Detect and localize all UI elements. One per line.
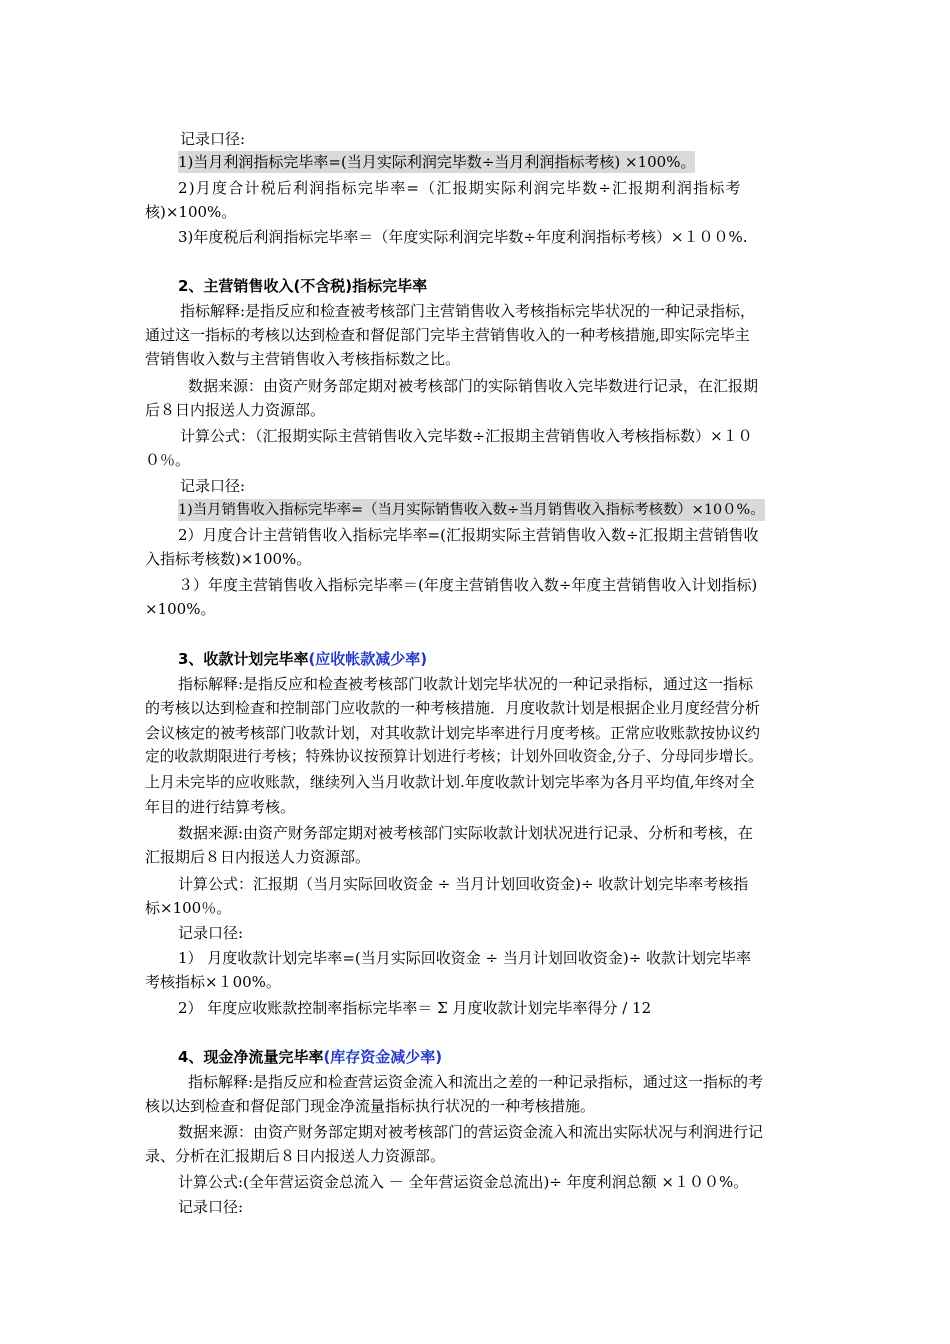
record-caliber-label: 记录口径: (178, 924, 244, 942)
text-line: 标×100％。 (145, 899, 232, 917)
text-line: 年目的进行结算考核。 (145, 798, 296, 816)
text-line: ３）年度主营销售收入指标完毕率＝(年度主营销售收入数÷年度主营销售收入计划指标) (178, 576, 758, 594)
text-line: 2） 年度应收账款控制率指标完毕率＝ Σ 月度收款计划完毕率得分 / 12 (178, 999, 652, 1017)
text-line: 计算公式：（汇报期实际主营销售收入完毕数÷汇报期主营销售收入考核指标数）×１０ (180, 427, 753, 445)
section-heading-text: 4、现金净流量完毕率 (178, 1048, 324, 1066)
text-line: 上月未完毕的应收账款，继续列入当月收款计划.年度收款计划完毕率为各月平均值,年终对全 (145, 773, 755, 791)
text-line: 1） 月度收款计划完毕率=(当月实际回收资金 ÷ 当月计划回收资金)÷ 收款计划完毕率 (178, 949, 752, 967)
text-line: 汇报期后８日内报送人力资源部。 (145, 848, 371, 866)
record-caliber-label: 记录口径: (178, 1198, 244, 1216)
text-line: 计算公式:(全年营运资金总流入 － 全年营运资金总流出)÷ 年度利润总额 ×１００%。 (178, 1173, 749, 1191)
formula-line-highlighted: 1)当月利润指标完毕率=(当月实际利润完毕数÷当月利润指标考核) ×100%。 (178, 153, 696, 171)
text-line: 数据来源：由资产财务部定期对被考核部门的营运资金流入和流出实际状况与利润进行记 (178, 1123, 764, 1141)
text-line: 2)月度合计税后利润指标完毕率=（汇报期实际利润完毕数÷汇报期利润指标考 (178, 179, 742, 197)
text-line: ×100%。 (145, 600, 216, 618)
text-line: 通过这一指标的考核以达到检查和督促部门完毕主营销售收入的一种考核措施,即实际完毕主 (145, 326, 750, 344)
record-caliber-label: 记录口径: (180, 130, 246, 148)
text-line: ０％。 (145, 451, 191, 469)
text-line: 定的收款期限进行考核；特殊协议按预算计划进行考核；计划外回收资金,分子、分母同步增长。 (145, 748, 763, 765)
text-line: 录、分析在汇报期后８日内报送人力资源部。 (145, 1147, 446, 1165)
record-caliber-label: 记录口径: (180, 477, 246, 495)
section-heading-3 (178, 648, 427, 670)
text-line: 的考核以达到检查和控制部门应收款的一种考核措施．月度收款计划是根据企业月度经营分析 (145, 699, 761, 717)
text-line: 计算公式：汇报期（当月实际回收资金 ÷ 当月计划回收资金)÷ 收款计划完毕率考核指 (178, 875, 749, 893)
text-line: 后８日内报送人力资源部。 (145, 401, 326, 419)
section-heading-text: 3、收款计划完毕率 (178, 650, 309, 668)
text-line: 数据来源:由资产财务部定期对被考核部门实际收款计划状况进行记录、分析和考核，在 (178, 824, 754, 842)
text-line: 核以达到检查和督促部门现金净流量指标执行状况的一种考核措施。 (145, 1097, 596, 1115)
formula-line-highlighted: 1)当月销售收入指标完毕率=（当月实际销售收入数÷当月销售收入指标考核数）×10０%。 (178, 499, 765, 521)
text-line: 入指标考核数)×100%。 (145, 550, 312, 568)
text-line: 营销售收入数与主营销售收入考核指标数之比。 (145, 350, 461, 368)
section-heading-2: 2、主营销售收入(不含税)指标完毕率 (178, 277, 428, 295)
text-line: 考核指标×１00%。 (145, 973, 281, 991)
text-line: 会议核定的被考核部门收款计划，对其收款计划完毕率进行月度考核。正常应收账款按协议约 (145, 724, 761, 742)
text-line: 3)年度税后利润指标完毕率＝（年度实际利润完毕数÷年度利润指标考核）×１００%. (178, 228, 748, 246)
text-line: 2）月度合计主营销售收入指标完毕率=(汇报期实际主营销售收入数÷汇报期主营销售收 (178, 526, 759, 544)
section-heading-alias: (库存资金减少率) (323, 1048, 443, 1066)
text-line: 核)×100%。 (145, 203, 237, 221)
text-line: 数据来源：由资产财务部定期对被考核部门的实际销售收入完毕数进行记录，在汇报期 (188, 377, 759, 395)
text-line: 指标解释:是指反应和检查营运资金流入和流出之差的一种记录指标，通过这一指标的考 (188, 1073, 764, 1091)
section-heading-4 (178, 1046, 442, 1068)
text-line: 指标解释:是指反应和检查被考核部门主营销售收入考核指标完毕状况的一种记录指标， (180, 302, 756, 320)
text-line: 指标解释:是指反应和检查被考核部门收款计划完毕状况的一种记录指标，通过这一指标 (178, 675, 754, 693)
section-heading-alias: (应收帐款减少率) (308, 650, 428, 668)
